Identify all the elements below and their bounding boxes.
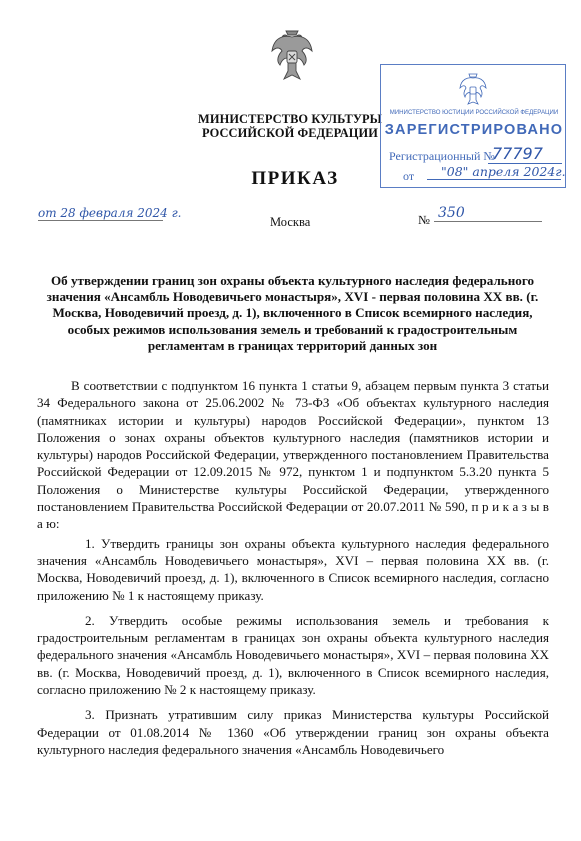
stamp-date-label: от: [403, 169, 415, 183]
ministry-name: [196, 112, 384, 140]
stamp-date-value: "08" апреля 2024г.: [441, 164, 566, 179]
stamp-status: ЗАРЕГИСТРИРОВАНО: [384, 122, 564, 138]
order-item-1: 1. Утвердить границы зон охраны объекта культурного наследия федерального значения «Ансамбль Новодевичьего монастыря», XVI – первая половина XX вв. (г. Москва, Новодевичий проезд, д. 1), включенного в Список всемирного наследия, согласно приложению № 1 к настоящему приказу.: [37, 535, 549, 603]
stamp-reg-label: Регистрационный №: [389, 149, 495, 163]
order-title: ПРИКАЗ: [251, 168, 339, 189]
ministry-line-1: МИНИСТЕРСТВО КУЛЬТУРЫ: [198, 112, 382, 126]
order-date: от 28 февраля 2024 г.: [38, 206, 182, 220]
preamble-paragraph: [37, 377, 549, 533]
order-word: п р и к а з ы в а ю:: [37, 499, 549, 532]
order-item-2: 2. Утвердить особые режимы использования земель и требования к градостроительным регламентам в границах зон охраны объекта культурного наследия федерального значения «Ансамбль Новодевичьего монастыря», XVI – первая половина XX вв. (г. Москва, Новодевичий проезд, д. 1), включенного в Список всемирного наследия, согласно приложению № 2 к настоящему приказу.: [37, 612, 549, 698]
order-number: 350: [434, 205, 542, 222]
stamp-date: [427, 164, 566, 180]
order-item-3: 3. Признать утратившим силу приказ Министерства культуры Российской Федерации от 01.08.2014 № 1360 «Об утверждении границ зон охраны объекта культурного наследия федерального значения «Ансамбль Новодевичьего: [37, 707, 549, 757]
document-body: [37, 377, 549, 758]
document-title: Об утверждении границ зон охраны объекта культурного наследия федерального значения «Ансамбль Новодевичьего монастыря», XVI - первая половина XX вв. (г. Москва, Новодевичий проезд, д. 1), включенного в Список всемирного наследия, особых режимов использования земель и требований к градостроительным регламентам в границах территорий данных зон: [46, 273, 539, 353]
stamp-emblem-icon: [458, 71, 488, 105]
stamp-reg-number: 77797: [488, 144, 562, 164]
stamp-organization: МИНИСТЕРСТВО ЮСТИЦИИ РОССИЙСКОЙ ФЕДЕРАЦИИ: [389, 109, 559, 116]
preamble-text: В соответствии с подпунктом 16 пункта 1 статьи 9, абзацем первым пункта 3 статьи 34 Федерального закона от 25.06.2002 № 73-ФЗ «Об объектах культурного наследия (памятниках истории и культуры) народов Российской Федерации», пунктом 13 Положения о зонах охраны объектов культурного наследия (памятников истории и культуры) народов Российской Федерации, утвержденного постановлением Правительства Российской Федерации от 12.09.2015 № 972, пунктом 1 и подпунктом 5.3.20 пункта 5 Положения о Министерстве культуры Российской Федерации, утвержденного постановлением Правительства Российской Федерации от 20.07.2011 № 590,: [37, 378, 549, 515]
order-number-label: №: [418, 213, 430, 227]
order-city: Москва: [270, 215, 311, 229]
russian-coat-of-arms-icon: [270, 25, 314, 83]
ministry-line-2: РОССИЙСКОЙ ФЕДЕРАЦИИ: [202, 126, 378, 140]
registration-stamp: [380, 64, 566, 188]
